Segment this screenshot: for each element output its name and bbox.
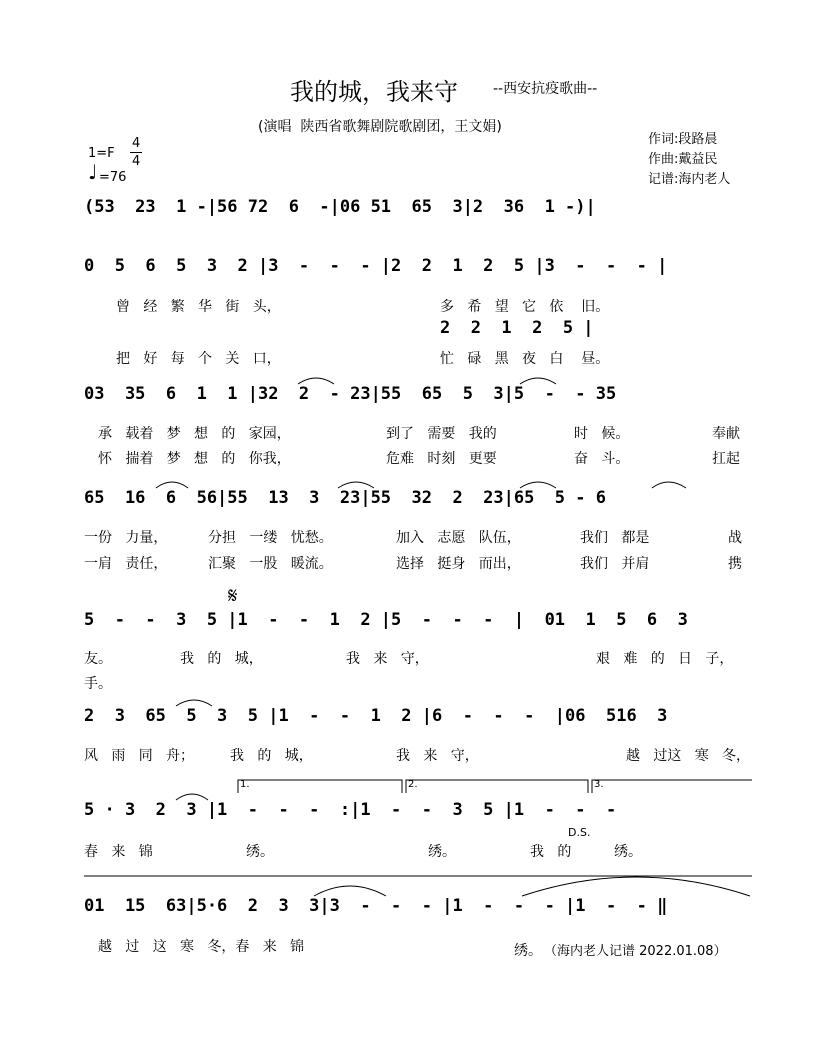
score-line-6-notes: 2 3 65 5 3 5 |1 - - 1 2 |6 - - - |06 516 3 xyxy=(84,706,668,726)
volta-3-bracket xyxy=(592,780,752,793)
volta-1-label: 1. xyxy=(240,779,250,790)
lyricist-credit: 作词:段路晨 xyxy=(648,132,718,147)
tempo-marking: =76 xyxy=(99,170,127,185)
segno-sign: 𝄋 xyxy=(228,584,238,609)
lyric-line-4a-4: 我们 都是 xyxy=(580,530,650,546)
lyric-line-4b-5: 携 xyxy=(728,556,742,572)
score-line-2-notes: 0 5 6 5 3 2 |3 - - - |2 2 1 2 5 |3 - - - | xyxy=(84,256,668,276)
lyric-line-3b-1: 怀 揣着 梦 想 的 你我， xyxy=(98,451,291,467)
lyric-line-2a-part1: 曾 经 繁 华 街 头， xyxy=(116,299,281,315)
performers: (演唱 陕西省歌舞剧院歌剧团，王文娟) xyxy=(258,119,502,135)
composer-credit: 作曲:戴益民 xyxy=(648,152,718,167)
lyric-line-8-2: 绣。 xyxy=(514,943,542,959)
lyric-line-4b-1: 一肩 责任， xyxy=(84,556,168,572)
lyric-line-3b-3: 奋 斗。 xyxy=(574,451,630,467)
score-line-7-notes: 5 · 3 2 3 |1 - - - :|1 - - 3 5 |1 - - - xyxy=(84,800,617,820)
slur-10 xyxy=(522,877,750,896)
lyric-line-7-2: 绣。 xyxy=(246,844,274,860)
slur-9 xyxy=(314,886,386,896)
slur-5 xyxy=(520,482,556,488)
lyric-line-5b-1: 手。 xyxy=(84,676,112,692)
lyric-line-3a-3: 时 候。 xyxy=(574,426,630,442)
lyric-line-4b-2: 汇聚 一股 暖流。 xyxy=(208,556,333,572)
score-line-8-notes: 01 15 63|5·6 2 3 3|3 - - - |1 - - - |1 - - ‖ xyxy=(84,896,668,916)
volta-2-bracket xyxy=(406,780,588,793)
lyric-line-6-4: 越 过这 寒 冬， xyxy=(626,748,751,764)
lyric-line-7-1: 春 来 锦 xyxy=(84,844,153,860)
lyric-line-2b-part2: 忙 碌 黑 夜 白 昼。 xyxy=(440,351,610,367)
score-line-3-notes: 03 35 6 1 1 |32 2 - 23|55 65 5 3|5 - - 35 xyxy=(84,384,617,404)
lyric-line-4a-2: 分担 一缕 忧愁。 xyxy=(208,530,333,546)
lyric-line-5a-4: 艰 难 的 日 子， xyxy=(596,651,734,667)
slur-8 xyxy=(176,794,208,800)
lyric-line-3b-4: 扛起 xyxy=(712,451,740,467)
slur-7 xyxy=(176,700,212,706)
lyric-line-3a-2: 到了 需要 我的 xyxy=(386,426,497,442)
slur-6 xyxy=(652,482,686,488)
time-sig-top: 4 xyxy=(132,136,141,151)
score-line-4-notes: 65 16 6 56|55 13 3 23|55 32 2 23|65 5 - 6 xyxy=(84,488,606,508)
score-line-5-notes: 5 - - 3 5 |1 - - 1 2 |5 - - - | 01 1 5 6 3 xyxy=(84,610,688,630)
time-sig-bottom: 4 xyxy=(132,154,141,169)
slur-4 xyxy=(338,482,374,488)
lyric-line-8-1: 越 过 这 寒 冬，春 来 锦 xyxy=(98,939,305,955)
score-line-1-notes: (53 23 1 -|56 72 6 -|06 51 65 3|2 36 1 -)| xyxy=(84,197,596,217)
slur-3 xyxy=(156,482,188,488)
volta-3-label: 3. xyxy=(594,779,604,790)
volta-1-bracket xyxy=(238,780,402,793)
lyric-line-2a-part2: 多 希 望 它 依 旧。 xyxy=(440,299,610,315)
slur-1 xyxy=(298,378,334,384)
lyric-line-6-1: 风 雨 同 舟； xyxy=(84,748,195,764)
song-title: 我的城，我来守 xyxy=(290,78,458,106)
volta-2-label: 2. xyxy=(408,779,418,790)
slur-2 xyxy=(520,378,556,384)
lyric-line-4b-4: 我们 并肩 xyxy=(580,556,650,572)
lyric-line-4a-1: 一份 力量， xyxy=(84,530,168,546)
key-signature: 1=F xyxy=(88,146,115,161)
lyric-line-5a-3: 我 来 守， xyxy=(346,651,429,667)
lyric-line-6-2: 我 的 城， xyxy=(230,748,313,764)
lyric-line-5a-2: 我 的 城， xyxy=(180,651,263,667)
song-subtitle: --西安抗疫歌曲-- xyxy=(493,81,598,97)
transcription-footer: （海内老人记谱 2022.01.08） xyxy=(544,944,727,959)
transcriber-credit: 记谱:海内老人 xyxy=(648,172,731,187)
lyric-line-2b-part1: 把 好 每 个 关 口， xyxy=(116,351,281,367)
lyric-line-7-5: 绣。 xyxy=(614,844,642,860)
lyric-line-5a-1: 友。 xyxy=(84,651,112,667)
lyric-line-7-4: 我 的 xyxy=(530,844,572,860)
quarter-note-icon: ♩ xyxy=(88,160,98,184)
lyric-line-4a-3: 加入 志愿 队伍， xyxy=(396,530,521,546)
lyric-line-6-3: 我 来 守， xyxy=(396,748,479,764)
score-line-2-alt-notes: 2 2 1 2 5 | xyxy=(440,318,594,338)
lyric-line-4a-5: 战 xyxy=(728,530,742,546)
ds-marking: D.S. xyxy=(568,826,591,839)
lyric-line-4b-3: 选择 挺身 而出， xyxy=(396,556,521,572)
lyric-line-3a-4: 奉献 xyxy=(712,426,740,442)
lyric-line-3a-1: 承 载着 梦 想 的 家园， xyxy=(98,426,291,442)
lyric-line-3b-2: 危难 时刻 更要 xyxy=(386,451,497,467)
lyric-line-7-3: 绣。 xyxy=(428,844,456,860)
